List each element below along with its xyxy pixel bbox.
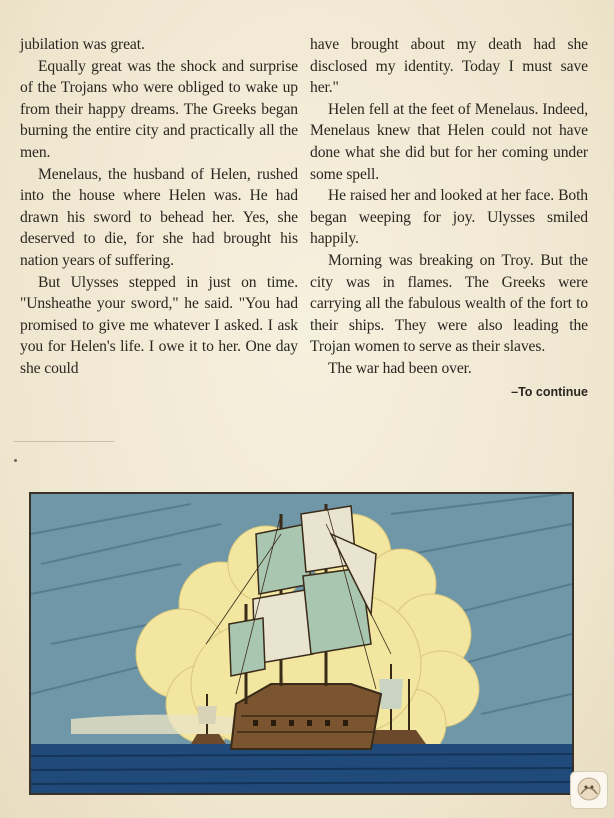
publisher-logo	[570, 771, 608, 809]
paragraph: Equally great was the shock and surprise of the Trojans who were obliged to wake up from their happy dreams. The Greeks began burning the entire city and practically all the men.	[20, 57, 298, 161]
paragraph: He raised her and looked at her face. Both began weeping for joy. Ulysses smiled happily.	[310, 187, 588, 248]
paragraph: Morning was breaking on Troy. But the city was in flames. The Greeks were carrying all the fabulous wealth of the fort to their ships. They were also leading the Trojan women to serve as their slaves.	[310, 251, 588, 356]
ship-illustration	[29, 492, 574, 795]
paragraph: jubilation was great.	[20, 36, 145, 53]
print-speck	[14, 459, 17, 462]
paragraph: The war had been over.	[328, 359, 472, 377]
paragraph: Helen fell at the feet of Menelaus. Indeed, Menelaus knew that Helen could not have done what she did but for her coming under some spell.	[310, 100, 588, 183]
text-column-left	[20, 34, 298, 380]
text-column-right	[310, 34, 588, 403]
divider	[14, 441, 114, 442]
paragraph: Menelaus, the husband of Helen, rushed into the house where Helen was. He had drawn his sword to behead her. Yes, she deserved to die, for she had brought his nation years of suffering.	[20, 165, 298, 269]
to-continue-label: –To continue	[511, 384, 588, 399]
paragraph: But Ulysses stepped in just on time. "Unsheathe your sword," he said. "You had promised to give me whatever I asked. I ask you for Helen's life. I owe it to her. One day she could	[20, 273, 298, 377]
paragraph: have brought about my death had she disclosed my identity. Today I must save her."	[310, 36, 588, 97]
